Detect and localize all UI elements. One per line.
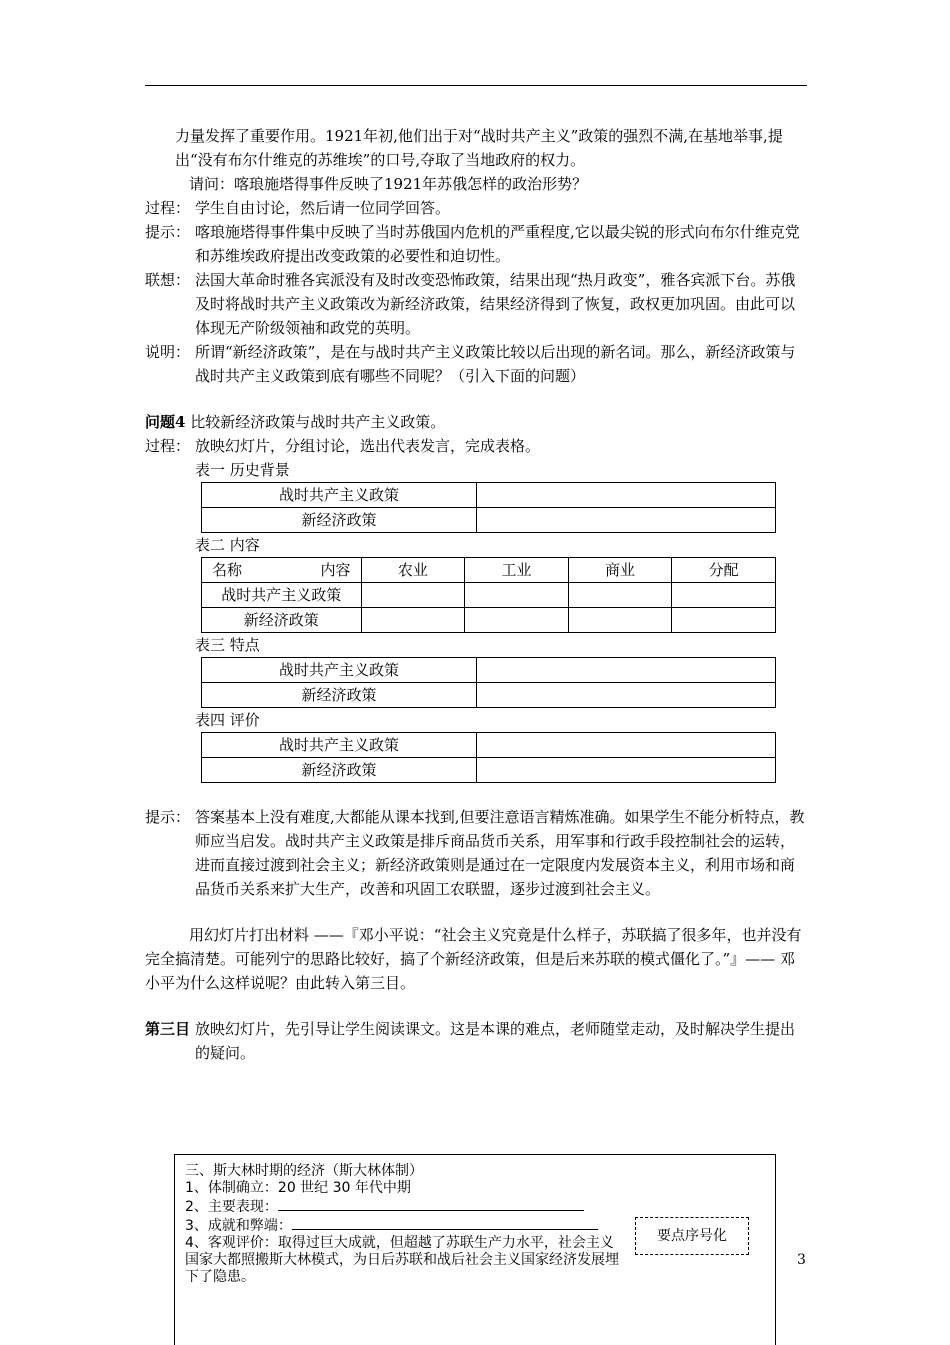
table-row [202,758,776,783]
table1-caption: 表一 历史背景 [195,461,290,479]
table-content [201,557,776,633]
process-item [145,196,807,220]
item-text: 学生自由讨论，然后请一位同学回答。 [195,199,451,217]
table-row [202,683,776,708]
intro-question: 请问：喀琅施塔得事件反映了1921年苏俄怎样的政治形势？ [189,175,588,193]
table-cell-label: 新经济政策 [202,608,362,633]
table-cell-label: 战时共产主义政策 [202,658,477,683]
table-row [202,733,776,758]
item-label: 联想： [145,271,191,289]
item-text: 法国大革命时雅各宾派没有及时改变恐怖政策，结果出现“热月政变”，雅各宾派下台。苏俄及时将战时共产主义政策改为新经济政策，结果经济得到了恢复，政权更加巩固。由此可以体现无产阶级领袖和政党的英明。 [195,271,796,337]
table-cell-blank[interactable] [477,658,776,683]
item-label: 提示： [145,808,191,826]
intro-paragraph: 力量发挥了重要作用。1921年初,他们出于对“战时共产主义”政策的强烈不满,在基地举事,提出“没有布尔什维克的苏维埃”的口号,夺取了当地政府的权力。 [175,127,783,169]
table-cell-label: 战时共产主义政策 [202,583,362,608]
table-cell-blank[interactable] [465,608,569,633]
table-evaluation [201,732,776,783]
item-text: 放映幻灯片，分组讨论，选出代表发言，完成表格。 [195,437,541,455]
header-name: 名称 [212,560,243,579]
table-cell-blank[interactable] [672,608,776,633]
table-row [202,508,776,533]
table-cell-blank[interactable] [568,608,672,633]
header-rule [145,85,807,86]
question4-label: 问题4 [145,413,186,431]
table-row [202,483,776,508]
table-cell-blank[interactable] [672,583,776,608]
table-cell-blank[interactable] [361,608,465,633]
table-cell-blank[interactable] [465,583,569,608]
table-cell-blank[interactable] [477,683,776,708]
item-text: 答案基本上没有难度,大都能从课本找到,但要注意语言精炼准确。如果学生不能分析特点，教师应当启发。战时共产主义政策是排斥商品货币关系，用军事和行政手段控制社会的运转，进而直接过渡到社会主义；新经济政策则是通过在一定限度内发展资本主义，利用市场和商品货币关系来扩大生产，改善和巩固工农联盟，逐步过渡到社会主义。 [195,808,805,898]
outline-line-4: 4、客观评价：取得过巨大成就，但超越了苏联生产力水平，社会主义国家大都照搬斯大林模式，为日后苏联和战后社会主义国家经济发展埋下了隐患。 [185,1235,619,1285]
table-row [202,658,776,683]
table-background [201,482,776,533]
association-item [145,268,807,340]
table-row [202,583,776,608]
hint-item [145,220,807,268]
table4-caption: 表四 评价 [195,711,260,729]
explanation-item [145,340,807,388]
table-features [201,657,776,708]
item-label: 过程： [145,199,191,217]
table-header-row [202,558,776,583]
table-cell-label: 战时共产主义政策 [202,733,477,758]
table-cell-label: 新经济政策 [202,508,477,533]
section3-item [145,1017,807,1065]
outline-line-2-label: 2、主要表现： [185,1199,278,1215]
blank-line[interactable] [292,1216,598,1230]
question4-process [145,434,807,458]
table-cell-blank[interactable] [568,583,672,608]
question4-line [145,410,807,434]
item-text: 所谓“新经济政策”，是在与战时共产主义政策比较以后出现的新名词。那么，新经济政策与战时共产主义政策到底有哪些不同呢？（引入下面的问题） [195,343,796,385]
item-text: 喀琅施塔得事件集中反映了当时苏俄国内危机的严重程度,它以最尖锐的形式向布尔什维克党和苏维埃政府提出改变政策的必要性和迫切性。 [195,223,800,265]
outline-title: 三、斯大林时期的经济（斯大林体制） [185,1163,423,1179]
table-cell-label: 新经济政策 [202,758,477,783]
material-paragraph: 用幻灯片打出材料 ——『邓小平说：“社会主义究竟是什么样子，苏联搞了很多年，也并没有完全搞清楚。可能列宁的思路比较好，搞了个新经济政策，但是后来苏联的模式僵化了。”』—— 邓小平为什么这样说呢？由此转入第三目。 [145,926,802,992]
table-cell-blank[interactable] [477,733,776,758]
section3-text: 放映幻灯片，先引导让学生阅读课文。这是本课的难点，老师随堂走动，及时解决学生提出的疑问。 [195,1020,796,1062]
outline-box [174,1154,776,1345]
table-header-cell: 农业 [361,558,465,583]
table-header-cell: 商业 [568,558,672,583]
table-header-cell: 分配 [672,558,776,583]
question4-text: 比较新经济政策与战时共产主义政策。 [190,413,446,431]
item-label: 提示： [145,223,191,241]
table-cell-blank[interactable] [477,758,776,783]
table-cell-blank[interactable] [361,583,465,608]
table-cell-label: 战时共产主义政策 [202,483,477,508]
page-number: 3 [797,1252,806,1268]
table-cell-blank[interactable] [477,508,776,533]
table-row [202,608,776,633]
document-body [145,124,807,1065]
outline-line-3-label: 3、成就和弊端： [185,1218,292,1234]
outline-line-3 [185,1216,625,1235]
table-cell-blank[interactable] [477,483,776,508]
table2-caption: 表二 内容 [195,536,260,554]
table-cell-label: 新经济政策 [202,683,477,708]
section3-label: 第三目 [145,1020,191,1038]
item-label: 说明： [145,343,191,361]
table3-caption: 表三 特点 [195,636,260,654]
item-label: 过程： [145,437,191,455]
table-header-diagonal [202,558,362,583]
outline-content [185,1163,625,1286]
table-header-cell: 工业 [465,558,569,583]
header-content: 内容 [320,560,351,579]
outline-line-1: 1、体制确立：20 世纪 30 年代中期 [185,1180,411,1196]
hint2-item [145,805,807,901]
blank-line[interactable] [278,1197,584,1211]
annotation-note: 要点序号化 [635,1217,749,1255]
outline-line-2 [185,1197,625,1216]
